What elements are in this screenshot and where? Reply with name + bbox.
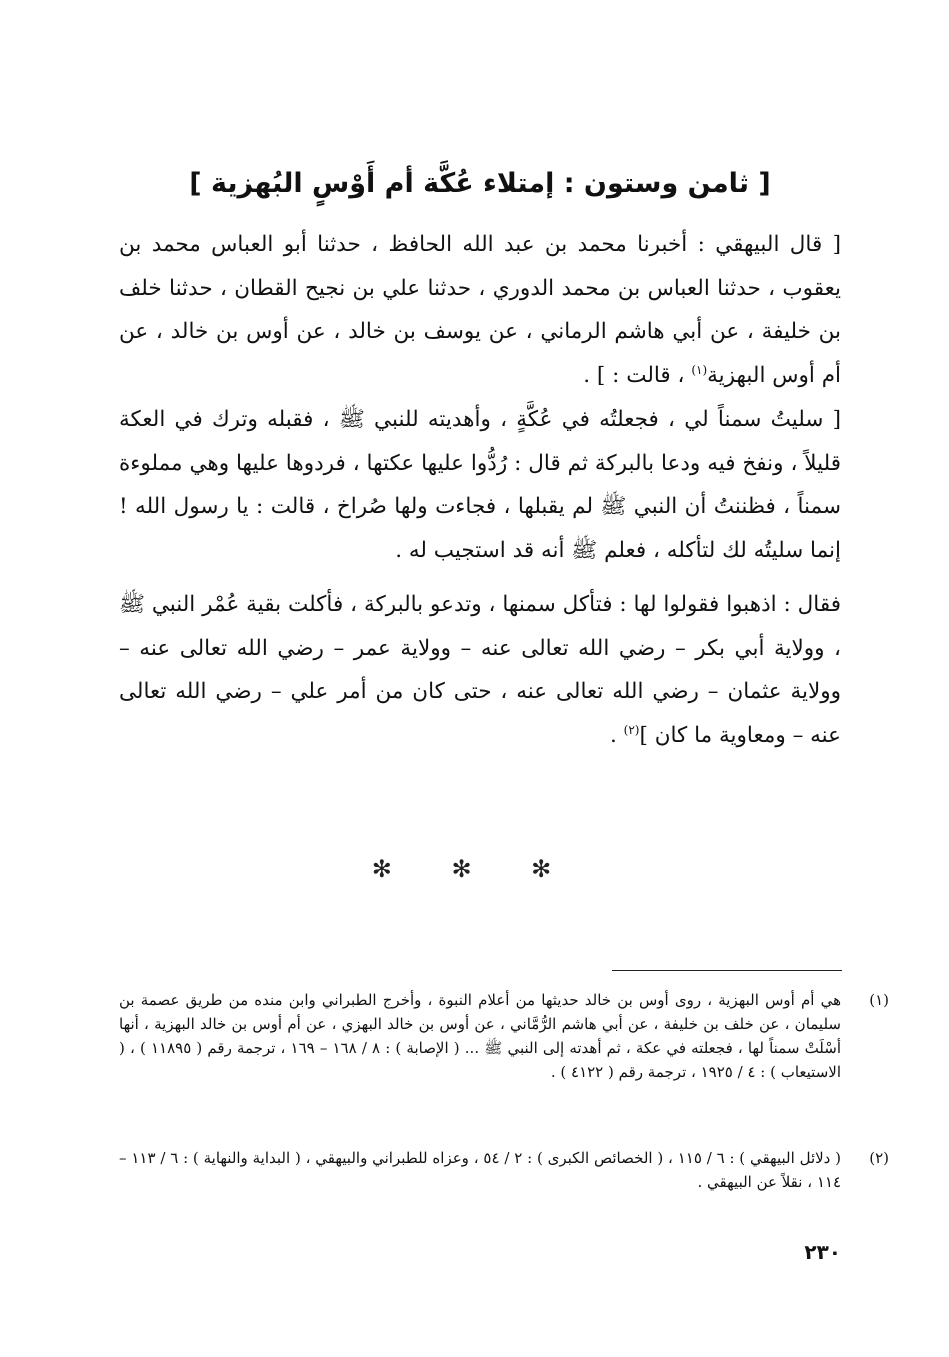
footnote-1: [119, 988, 889, 1084]
footnote-ref-2[interactable]: (٢): [623, 722, 640, 737]
footnote-2-text: ( دلائل البيهقي ) : ٦ / ١١٥ ، ( الخصائص الكبرى ) : ٢ / ٥٤ ، وعزاه للطبراني والبيهقي ، ( البداية والنهاية ) : ٦ / ١١٣ – ١١٤ ، نقلاً عن البيهقي .: [119, 1149, 842, 1191]
footnote-1-text: هي أم أوس البهزية ، روى أوس بن خالد حديثها من أعلام النبوة ، وأخرج الطبراني وابن منده من طريق عصمة بن سليمان ، عن خلف بن خليفة ، عن أبي هاشم الرُّمَّاني ، عن أوس بن خالد البهزي ، عن أم أوس بن خالد البهزية ، أنها أسْلَتْ سمناً لها ، فجعلته في عكة ، ثم أهدته إلى النبي ﷺ ... ( الإصابة ) : ٨ / ١٦٨ – ١٦٩ ، ترجمة رقم ( ١١٨٩٥ ) ، ( الاستيعاب ) : ٤ / ١٩٢٥ ، ترجمة رقم ( ٤١٢٢ ) .: [119, 991, 841, 1081]
footnote-2: [119, 1146, 889, 1194]
footnote-2-number: (٢): [869, 1149, 889, 1167]
section-separator: ✻ ✻ ✻: [371, 855, 578, 883]
paragraph-conclusion-end: .: [609, 722, 624, 748]
paragraph-isnad: [119, 223, 841, 397]
section-heading: [ ثامن وستون : إمتلاء عُكَّة أم أَوْسٍ البُهزية ]: [189, 168, 771, 199]
paragraph-isnad-end: ، قالت : ] .: [583, 362, 692, 388]
footnote-divider: [612, 970, 842, 971]
paragraph-conclusion: [119, 583, 841, 757]
paragraph-conclusion-text: فقال : اذهبوا فقولوا لها : فتأكل سمنها ، وتدعو بالبركة ، فأكلت بقية عُمْر النبي ﷺ ، وولاية أبي بكر – رضي الله تعالى عنه – وولاية عمر – رضي الله تعالى عنه – وولاية عثمان – رضي الله تعالى عنه ، حتى كان من أمر علي – رضي الله تعالى عنه – ومعاوية ما كان ]: [119, 592, 841, 748]
paragraph-isnad-text: [ قال البيهقي : أخبرنا محمد بن عبد الله الحافظ ، حدثنا أبو العباس محمد بن يعقوب ، حدثنا العباس بن محمد الدوري ، حدثنا علي بن نجيح القطان ، حدثنا خلف بن خليفة ، عن أبي هاشم الرماني ، عن يوسف بن خالد ، عن أوس بن خالد ، عن أم أوس البهزية: [119, 232, 841, 388]
footnote-1-number: (١): [869, 991, 889, 1009]
paragraph-narration: [ سليتُ سمناً لي ، فجعلتُه في عُكَّةٍ ، وأهديته للنبي ﷺ ، فقبله وترك في العكة قليلاً ، ونفخ فيه ودعا بالبركة ثم قال : رُدُّوا عليها عكتها ، فردوها عليها وهي مملوءة سمناً ، فظننتُ أن النبي ﷺ لم يقبلها ، فجاءت ولها صُراخ ، قالت : يا رسول الله ! إنما سليتُه لك لتأكله ، فعلم ﷺ أنه قد استجيب له .: [119, 407, 841, 563]
footnote-ref-1[interactable]: (١): [691, 362, 708, 377]
page-number: ٢٣٠: [804, 1240, 841, 1264]
